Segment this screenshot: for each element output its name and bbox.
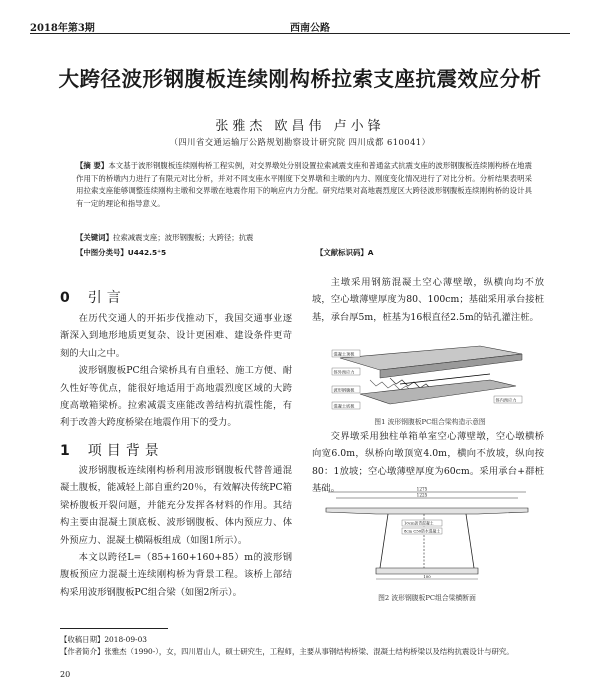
figure-2-caption: 图2 波形钢腹板PC组合梁横断面	[378, 594, 476, 602]
figure-1-caption: 图1 波形钢腹板PC组合梁构造示意图	[374, 418, 486, 426]
keywords-label: 【关键词】	[76, 233, 113, 242]
fig1-label: 混凝土底板	[333, 403, 355, 409]
doc-label: 【文献标识码】	[316, 248, 368, 257]
clc-label: 【中图分类号】	[76, 248, 128, 257]
web-left	[380, 514, 388, 568]
section-number: 0	[60, 290, 70, 306]
footnote-received	[60, 634, 540, 645]
figure-2-cross-section	[318, 486, 536, 582]
abstract-label: 【摘 要】	[76, 161, 109, 170]
paragraph: 在历代交通人的开拓步伐推动下，我国交通事业逐渐深入到地形地质更复杂、设计更困难、建设条件更苛刻的大山之中。	[60, 313, 292, 359]
doc-code: A	[367, 248, 374, 257]
section-0-heading	[60, 287, 126, 307]
paper-title: 大跨径波形钢腹板连续刚构桥拉索支座抗震效应分析	[58, 67, 542, 91]
fig1-label: 混凝土顶板	[333, 351, 355, 357]
footnote-author	[60, 646, 540, 657]
running-header	[30, 16, 570, 34]
received-date: 2018-09-03	[104, 635, 147, 644]
section-title: 项目背景	[87, 443, 164, 459]
paragraph: 波形钢腹板连续刚构桥利用波形钢腹板代替普通混凝土腹板，能减轻上部自重约20％，有效解决传统PC箱梁桥腹板开裂问题，并能充分发挥各材料的作用。其结构主要由混凝土顶底板、波形钢腹板、体内预应力、体外预应力、混凝土横隔板组成（如图1所示）。	[60, 465, 292, 546]
section-0-body	[60, 310, 292, 432]
dimension-total: 1275	[416, 486, 428, 492]
page-number: 20	[60, 670, 71, 679]
paper-authors: 张雅杰 欧昌伟 卢小锋	[215, 119, 385, 134]
deck-slab	[326, 508, 528, 514]
dimension-bottom: 100	[423, 574, 431, 579]
section-1-heading	[60, 440, 164, 460]
abstract	[76, 160, 532, 210]
clc-code: U442.5⁺5	[127, 248, 167, 257]
keywords-text: 拉索减震支座；波形钢腹板；大跨径；抗震	[112, 233, 254, 242]
figure-1-girder-schematic	[330, 340, 530, 412]
keywords	[76, 232, 532, 243]
author-bio: 张雅杰（1990-），女，四川眉山人，硕士研究生，工程师，主要从事钢结构桥梁、混凝土结构桥梁以及结构抗震设计与研究。	[104, 647, 514, 656]
fig1-label: 体内预应力	[495, 397, 517, 403]
web-right	[466, 514, 474, 568]
paragraph: 波形钢腹板PC组合梁桥具有自重轻、施工方便、耐久性好等优点，能很好地适用于高地震烈度区域的大跨度高墩箱梁桥。拉索减震支座能改善结构抗震性能，有利于改善大跨度桥梁在地震作用下的受力。	[60, 365, 292, 429]
footnote-rule	[60, 628, 168, 629]
abstract-text: 本文基于波形钢腹板连续刚构桥工程实例，对交界墩处分别设置拉索减震支座和普通盆式抗震支座的波形钢腹板连续刚构桥在地震作用下的桥墩内力进行了有限元对比分析，并对不同支座水平刚度下交界墩和主墩的内力、刚度变化情况进行了对比分析。分析结果表明采用拉索支座能够调整连续刚构主墩和交界墩在地震作用下的响应内力分配。研究结果对高地震烈度区大跨径波形钢腹板连续刚构桥的设计具有一定的理论和指导意义。	[76, 161, 532, 208]
paragraph: 交界墩采用独柱单箱单室空心薄壁墩，空心墩横桥向宽6.0m，纵桥向墩顶宽4.0m，横向不放坡，纵向按80：1放坡；空心墩薄壁厚度为60cm。采用承台+群桩基础。	[312, 431, 544, 495]
journal-name: 西南公路	[290, 23, 330, 34]
fig1-label: 波形钢腹板	[333, 387, 355, 393]
fig1-label: 体外预应力	[333, 369, 355, 375]
received-label: 【收稿日期】	[60, 635, 105, 644]
author-label: 【作者简介】	[60, 647, 105, 656]
fig2-label: 10cm沥青混凝土	[404, 520, 434, 526]
classification	[76, 247, 532, 258]
section-title: 引言	[87, 290, 126, 306]
paper-affiliation: （四川省交通运输厅公路规划勘察设计研究院 四川成都 610041）	[169, 137, 431, 147]
right-column-top	[312, 274, 544, 326]
dimension-deck: 1225	[416, 492, 428, 498]
paragraph: 主墩采用钢筋混凝土空心薄壁墩，纵横向均不放坡，空心墩薄壁厚度为80、100cm；基础采用承台接桩基，承台厚5m，桩基为16根直径2.5m的钻孔灌注桩。	[312, 277, 544, 323]
journal-issue: 2018年第3期	[30, 23, 95, 34]
fig2-label: 8cm C50防水混凝土	[404, 528, 441, 534]
section-number: 1	[60, 443, 70, 459]
header-rule	[30, 33, 570, 34]
section-1-body	[60, 462, 292, 601]
paragraph: 本文以跨径L=（85+160+160+85）m的波形钢腹板预应力混凝土连续刚构桥为背景工程。该桥上部结构采用波形钢腹板PC组合梁（如图2所示）。	[60, 552, 292, 598]
